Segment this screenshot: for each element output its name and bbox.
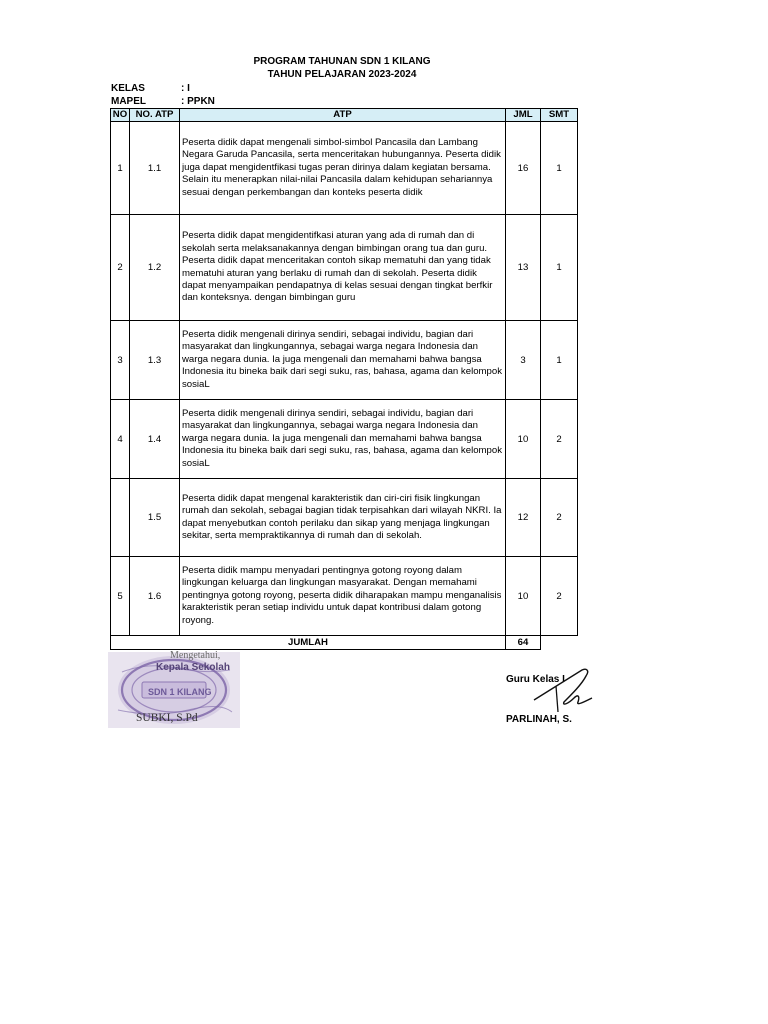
- row-jml: 16: [506, 122, 541, 215]
- row-atp-text: Peserta didik dapat mengenal karakteristik dan ciri-ciri fisik lingkungan rumah dan sekolah, sebagai bagian tidak terpisahkan dari wilayah NKRI. Ia dapat menyebutkan contoh perilaku dan sikap yang menjaga lingkungan sekitar, serta mempraktikannya di rumah dan di sekolah.: [180, 479, 506, 557]
- row-atp-text: Peserta didik mengenali dirinya sendiri, sebagai individu, bagian dari masyarakat dan lingkungannya, sebagai warga negara Indonesia dan warga negara dunia. Ia juga mengenali dan memahami bahwa bangsa Indonesia itu bineka baik dari segi suku, ras, bahasa, agama dan kelompok sosiaL: [180, 400, 506, 479]
- mapel-label: MAPEL: [111, 96, 146, 107]
- row-atp-text: Peserta didik dapat mengidentifkasi aturan yang ada di rumah dan di sekolah serta melaksanakannya dengan bimbingan orang tua dan guru. Peserta didik dapat menceritakan contoh sikap mematuhi dan yang tidak mematuhi aturan yang berlaku di rumah dan di sekolah. Peserta didik dapat menyampaikan pendapatnya di kelas sesuai dengan tingkat berfkir dan konteksnya. dengan bimbingan guru: [180, 215, 506, 321]
- kepala-sekolah-name: SUBKI, S.Pd: [136, 712, 198, 724]
- doc-title-line1: PROGRAM TAHUNAN SDN 1 KILANG: [253, 56, 431, 67]
- row-atp-no: 1.3: [130, 321, 180, 400]
- table-row: [111, 557, 578, 636]
- col-header-smt: SMT: [541, 109, 578, 122]
- row-no: 2: [111, 215, 130, 321]
- total-label: JUMLAH: [111, 636, 506, 650]
- row-jml: 13: [506, 215, 541, 321]
- row-atp-no: 1.6: [130, 557, 180, 636]
- stamp-school-name: SDN 1 KILANG: [148, 687, 212, 697]
- row-smt: 1: [541, 321, 578, 400]
- row-atp-no: 1.1: [130, 122, 180, 215]
- row-jml: 12: [506, 479, 541, 557]
- row-no: 3: [111, 321, 130, 400]
- mapel-value: : PPKN: [181, 96, 215, 107]
- row-jml: 10: [506, 400, 541, 479]
- row-jml: 3: [506, 321, 541, 400]
- table-header-row: [111, 109, 578, 122]
- kelas-value: : I: [181, 83, 190, 94]
- total-empty-cell: [541, 636, 578, 650]
- row-atp-no: 1.5: [130, 479, 180, 557]
- table-row: [111, 122, 578, 215]
- row-smt: 2: [541, 400, 578, 479]
- row-atp-no: 1.2: [130, 215, 180, 321]
- total-row: [111, 636, 578, 650]
- row-smt: 2: [541, 557, 578, 636]
- total-value: 64: [506, 636, 541, 650]
- table-row: [111, 321, 578, 400]
- row-no: 1: [111, 122, 130, 215]
- row-atp-text: Peserta didik dapat mengenali simbol-simbol Pancasila dan Lambang Negara Garuda Pancasila, serta menceritakan hubungannya. Peserta didik juga dapat mengidentfikasi tugas peran dirinya dalam kegiatan bersama. Selain itu menerapkan nilai-nilai Pancasila dalam kehidupan sehariannya sesuai dengan perkembangan dan konteks peserta didik: [180, 122, 506, 215]
- row-atp-text: Peserta didik mampu menyadari pentingnya gotong royong dalam lingkungan keluarga dan lingkungan masyarakat. Dengan memahami pentingnya gotong royong, peserta didik diharapakan mampu menganalisis karakteristik peran setiap individu untuk dapat kontribusi dalam gotong royong.: [180, 557, 506, 636]
- row-no: [111, 479, 130, 557]
- guru-kelas-name: PARLINAH, S.: [506, 714, 572, 725]
- table-row: [111, 400, 578, 479]
- table-row: [111, 479, 578, 557]
- col-header-atp: ATP: [180, 109, 506, 122]
- signature-area: [108, 652, 578, 730]
- row-smt: 1: [541, 215, 578, 321]
- kelas-label: KELAS: [111, 83, 145, 94]
- row-atp-no: 1.4: [130, 400, 180, 479]
- row-atp-text: Peserta didik mengenali dirinya sendiri, sebagai individu, bagian dari masyarakat dan lingkungannya, sebagai warga negara Indonesia dan warga negara dunia. Ia juga mengenali dan memahami bahwa bangsa Indonesia itu bineka baik dari segi suku, ras, bahasa, agama dan kelompok sosiaL: [180, 321, 506, 400]
- col-header-no-atp: NO. ATP: [130, 109, 180, 122]
- teacher-signature-image: [528, 660, 598, 720]
- table-row: [111, 215, 578, 321]
- mengetahui-label: Mengetahui,: [170, 650, 221, 661]
- row-jml: 10: [506, 557, 541, 636]
- row-no: 5: [111, 557, 130, 636]
- kepala-sekolah-title: Kepala Sekolah: [156, 662, 230, 673]
- prota-table: [110, 108, 578, 650]
- row-smt: 2: [541, 479, 578, 557]
- row-smt: 1: [541, 122, 578, 215]
- doc-title-line2: TAHUN PELAJARAN 2023-2024: [267, 69, 417, 80]
- guru-kelas-title: Guru Kelas I: [506, 674, 565, 685]
- row-no: 4: [111, 400, 130, 479]
- col-header-jml: JML: [506, 109, 541, 122]
- col-header-no: NO: [111, 109, 130, 122]
